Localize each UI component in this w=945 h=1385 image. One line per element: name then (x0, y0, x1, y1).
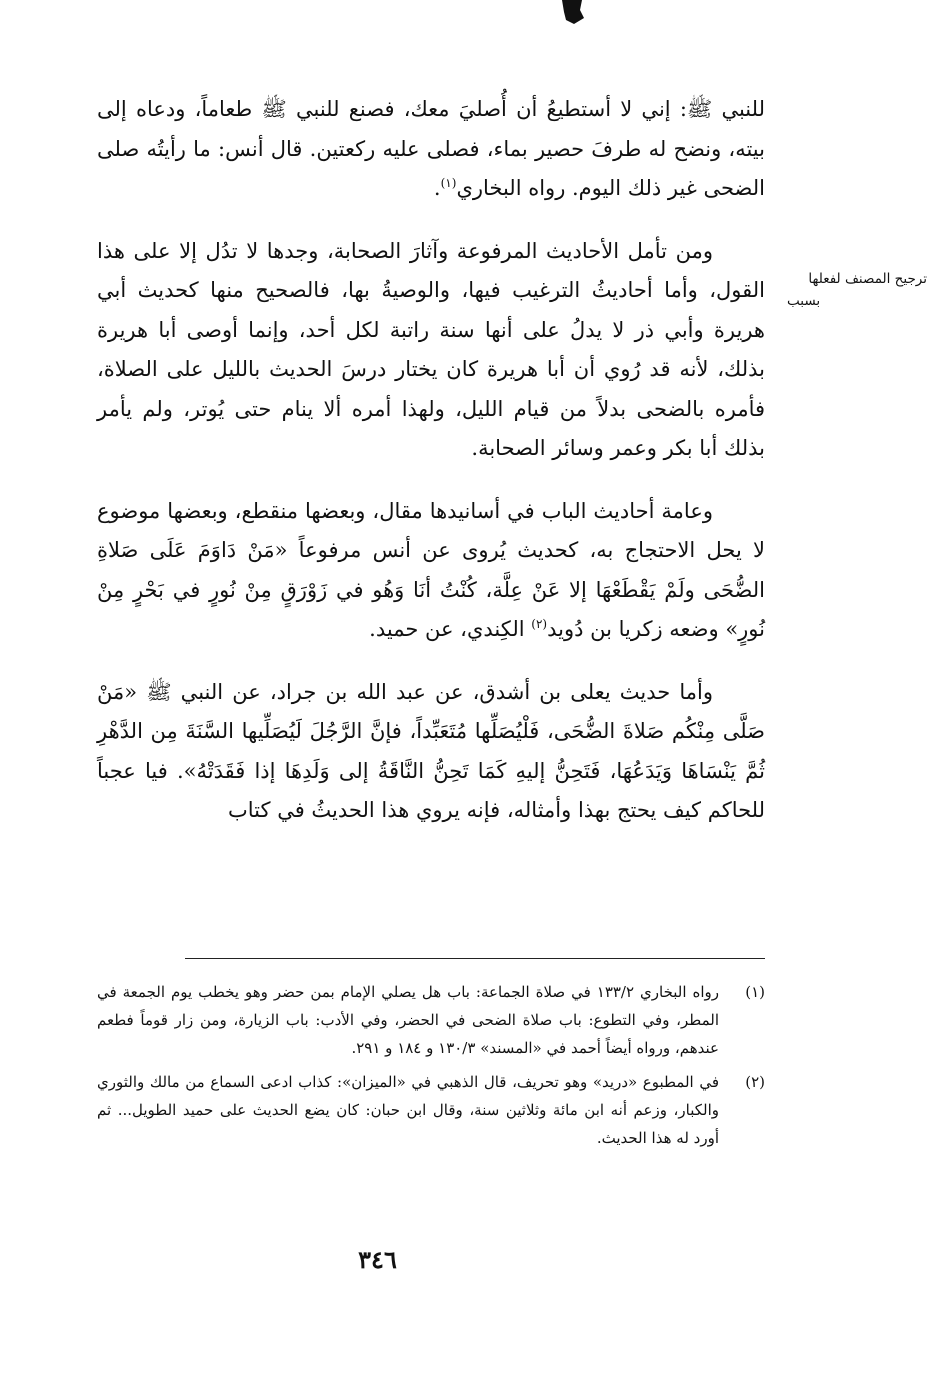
paragraph-1-end: . (433, 176, 441, 200)
footnote-ref-1: (١) (440, 176, 457, 190)
margin-note-line1: ترجيح المصنف لفعلها (808, 271, 927, 287)
footnote-ref-2: (٢) (531, 617, 548, 631)
footnote-divider (185, 958, 765, 959)
footnotes (97, 978, 765, 1158)
margin-note-line2: بسبب (787, 293, 821, 309)
main-text (97, 90, 765, 854)
paragraph-4-text: وأما حديث يعلى بن أشدق، عن عبد الله بن جراد، عن النبي ﷺ «مَنْ صَلَّى مِنْكُم صَلاةَ الضُّحَى، فَلْيُصَلِّها مُتَعَبِّداً، فإنَّ الرَّجُلَ لَيُصَلِّيها السَّنَةَ مِن الدَّهْرِ ثُمَّ يَنْسَاهَا وَيَدَعُهَا، فَتَحِنُّ إليهِ كَمَا تَحِنُّ النَّاقَةُ إلى وَلَدِهَا إذا فَقَدَتْهُ». فيا عجباً للحاكم كيف يحتج بهذا وأمثاله، فإنه يروي هذا الحديثُ في كتاب (97, 679, 765, 822)
paragraph-2 (97, 232, 765, 469)
margin-note (767, 268, 927, 312)
paragraph-1-text: للنبي ﷺ: إني لا أستطيعُ أن أُصليَ معك، فصنع للنبي ﷺ طعاماً، ودعاه إلى بيته، ونضح له طرفَ حصير بماء، فصلى عليه ركعتين. قال أنس: ما رأيتُه صلى الضحى غير ذلك اليوم. رواه البخاري (97, 97, 765, 200)
paragraph-3-text: وعامة أحاديث الباب في أسانيدها مقال، وبعضها منقطع، وبعضها موضوع لا يحل الاحتجاج به، كحديث يُروى عن أنس مرفوعاً «مَنْ دَاوَمَ عَلَى صَلاةِ الضُّحَى ولَمْ يَقْطَعْهَا إلا عَنْ عِلَّة، كُنْتُ أنَا وَهُو في زَوْرَقٍ مِنْ نُورٍ في بَحْرٍ مِنْ نُورٍ» وضعه زكريا بن دُويد (97, 498, 765, 641)
footnote-1-number: (١) (745, 983, 765, 1001)
paragraph-3 (97, 492, 765, 650)
footnote-1-text: رواه البخاري ١٣٣/٢ في صلاة الجماعة: باب هل يصلي الإمام بمن حضر وهو يخطب يوم الجمعة في المطر، وفي التطوع: باب صلاة الضحى في الحضر، وفي الأدب: باب الزيارة، ومن زار قوماً فطعم عندهم، ورواه أيضاً أحمد في «المسند» ١٣٠/٣ و ١٨٤ و ٢٩١. (97, 983, 719, 1057)
footnote-2 (97, 1068, 765, 1152)
paragraph-3-end: الكِندي، عن حميد. (369, 617, 532, 641)
paragraph-1 (97, 90, 765, 209)
paragraph-2-text: ومن تأمل الأحاديث المرفوعة وآثارَ الصحابة، وجدها لا تدُل إلا على هذا القول، وأما أحاديثُ الترغيب فيها، والوصيةُ بها، فالصحيح منها كحديث أبي هريرة وأبي ذر لا يدلُ على أنها سنة راتبة لكل أحد، وإنما أوصى أبا هريرة بذلك، لأنه قد رُوي أن أبا هريرة كان يختار درسَ الحديث بالليل على الصلاة، فأمره بالضحى بدلاً من قيام الليل، ولهذا أمره ألا ينام حتى يُوتر، ولم يأمر بذلك أبا بكر وعمر وسائر الصحابة. (97, 238, 765, 460)
ink-mark-decoration (558, 0, 586, 26)
footnote-2-text: في المطبوع «دريد» وهو تحريف، قال الذهبي في «الميزان»: كذاب ادعى السماع من مالك والثوري والكبار، وزعم أنه ابن مائة وثلاثين سنة، وقال ابن حبان: كان يضع الحديث على حميد الطويل... ثم أورد له هذا الحديث. (97, 1073, 719, 1147)
footnote-1 (97, 978, 765, 1062)
page-number: ٣٤٦ (358, 1245, 397, 1274)
footnote-2-number: (٢) (745, 1073, 765, 1091)
paragraph-4 (97, 673, 765, 831)
